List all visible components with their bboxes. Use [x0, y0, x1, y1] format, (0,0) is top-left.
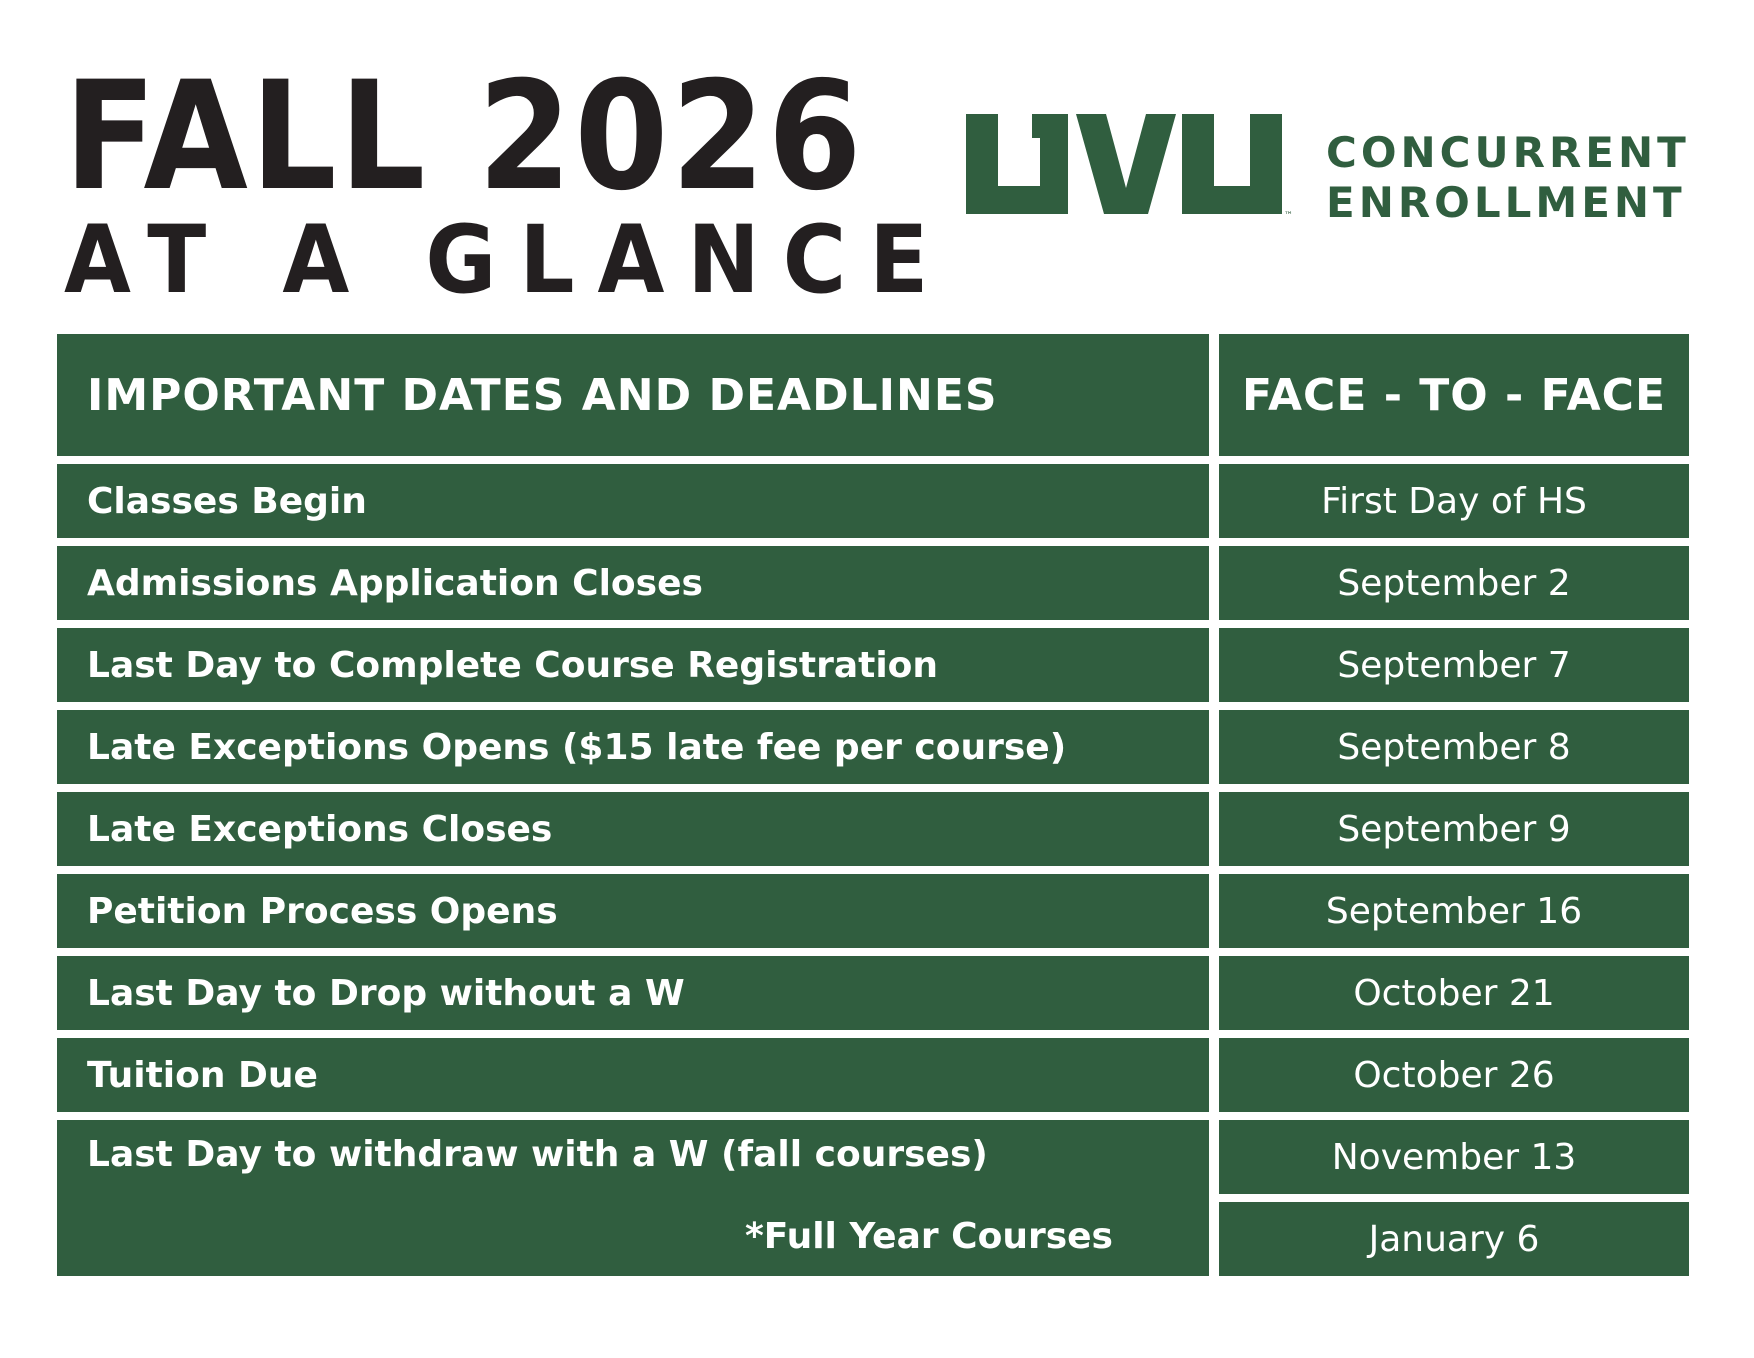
row-label-drop-without-w: Last Day to Drop without a W	[57, 956, 1209, 1030]
row-date-tuition-due: October 26	[1219, 1038, 1689, 1112]
row-label-late-exceptions-opens: Late Exceptions Opens ($15 late fee per course)	[57, 710, 1209, 784]
row-label-late-exceptions-closes: Late Exceptions Closes	[57, 792, 1209, 866]
brand-line-1: CONCURRENT	[1326, 128, 1690, 177]
row-label-classes-begin: Classes Begin	[57, 464, 1209, 538]
row-date-admissions-closes: September 2	[1219, 546, 1689, 620]
brand-line-2: ENROLLMENT	[1326, 178, 1686, 227]
row-date-classes-begin: First Day of HS	[1219, 464, 1689, 538]
page-title	[64, 50, 953, 315]
row-label-admissions-closes: Admissions Application Closes	[57, 546, 1209, 620]
uvu-logo	[966, 110, 1690, 230]
full-year-courses-label: *Full Year Courses	[744, 1216, 1113, 1257]
row-date-petition-opens: September 16	[1219, 874, 1689, 948]
header-face-to-face: FACE - TO - FACE	[1219, 334, 1689, 456]
row-date-drop-without-w: October 21	[1219, 956, 1689, 1030]
row-label-petition-opens: Petition Process Opens	[57, 874, 1209, 948]
row-label-withdraw	[57, 1120, 1209, 1276]
title-line-1: FALL 2026	[64, 50, 865, 224]
brand-text	[1326, 128, 1690, 228]
row-date-late-exceptions-opens: September 8	[1219, 710, 1689, 784]
title-line-2: AT A GLANCE	[64, 206, 952, 315]
row-date-late-exceptions-closes: September 9	[1219, 792, 1689, 866]
row-date-registration: September 7	[1219, 628, 1689, 702]
row-label-tuition-due: Tuition Due	[57, 1038, 1209, 1112]
withdraw-label: Last Day to withdraw with a W (fall courses)	[87, 1134, 988, 1175]
row-date-withdraw: November 13	[1219, 1120, 1689, 1194]
row-date-full-year: January 6	[1219, 1202, 1689, 1276]
row-label-registration: Last Day to Complete Course Registration	[57, 628, 1209, 702]
header-dates-deadlines: IMPORTANT DATES AND DEADLINES	[57, 334, 1209, 456]
uvu-logo-mark	[966, 110, 1306, 230]
trademark-symbol: ™	[1284, 211, 1293, 221]
